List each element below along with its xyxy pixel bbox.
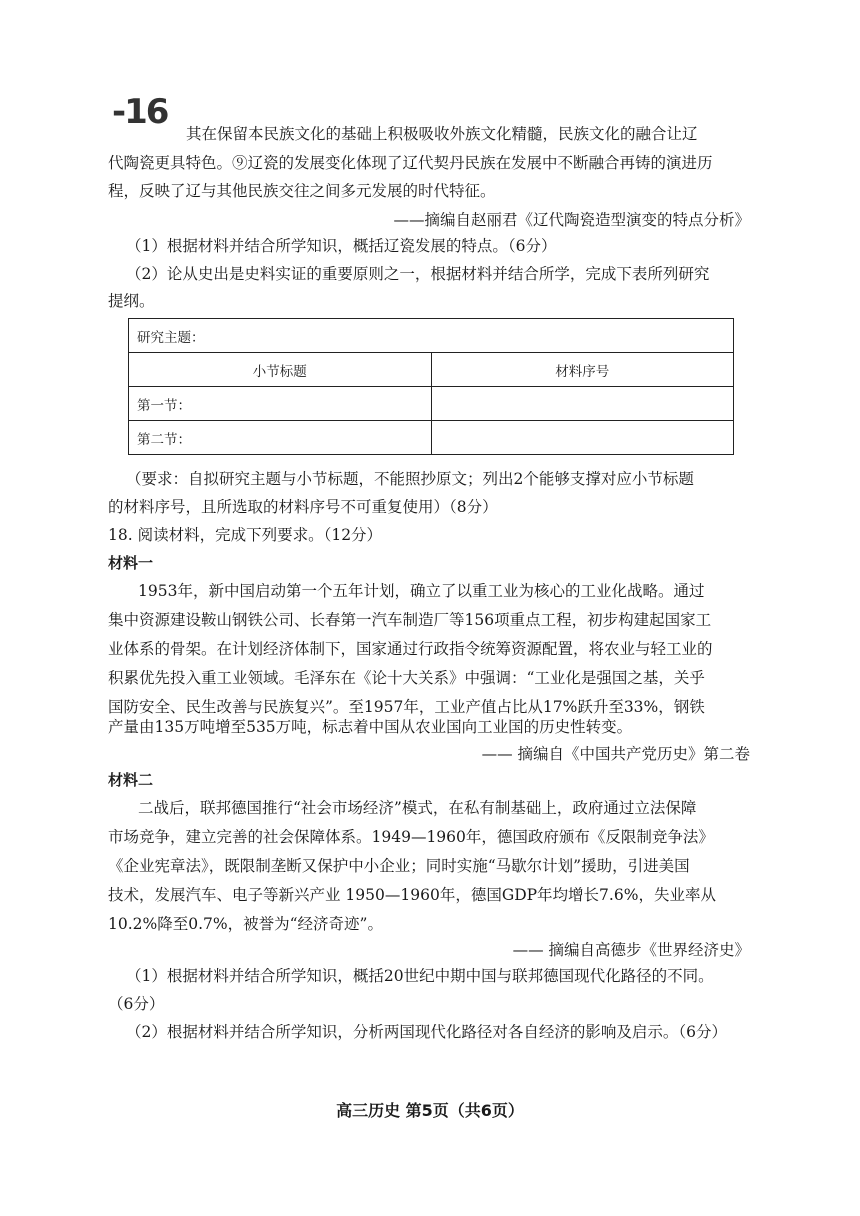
text-line: 代陶瓷更具特色。⑨辽瓷的发展变化体现了辽代契丹民族在发展中不断融合再铸的演进历: [108, 154, 713, 172]
text-line: 《企业宪章法》，既限制垄断又保护中小企业；同时实施“马歇尔计划”援助，引进美国: [108, 857, 690, 875]
table-cell-empty: [431, 421, 734, 455]
handwritten-mark: -16: [112, 92, 168, 132]
text-line: 二战后，联邦德国推行“社会市场经济”模式，在私有制基础上，政府通过立法保障: [138, 799, 697, 817]
question-item: （1）根据材料并结合所学知识，概括辽瓷发展的特点。（6分）: [126, 237, 557, 255]
source-citation: ——摘编自赵丽君《辽代陶瓷造型演变的特点分析》: [393, 211, 750, 229]
question-requirement: 的材料序号，且所选取的材料序号不可重复使用）（8分）: [108, 498, 498, 516]
text-line: 10.2%降至0.7%，被誉为“经济奇迹”。: [108, 915, 383, 933]
text-line: 程，反映了辽与其他民族交往之间多元发展的时代特征。: [108, 182, 496, 200]
page-footer: 高三历史 第5页（共6页）: [336, 1101, 524, 1120]
question-stem: 18. 阅读材料，完成下列要求。（12分）: [108, 526, 383, 544]
text-line: 技术，发展汽车、电子等新兴产业 1950—1960年，德国GDP年均增长7.6%，失业率从: [108, 886, 716, 904]
question-item: （6分）: [108, 995, 165, 1013]
table-header-subtitle: 小节标题: [129, 353, 432, 387]
text-line: 市场竞争，建立完善的社会保障体系。1949—1960年，德国政府颁布《反限制竞争法》: [108, 828, 714, 846]
table-cell-topic: 研究主题：: [129, 319, 734, 353]
table-cell-empty: [431, 387, 734, 421]
source-citation: —— 摘编自高德步《世界经济史》: [512, 941, 750, 959]
text-line: 积累优先投入重工业领域。毛泽东在《论十大关系》中强调：“工业化是强国之基，关乎: [108, 669, 705, 687]
material-heading: 材料二: [108, 771, 154, 789]
question-item: （2）根据材料并结合所学知识，分析两国现代化路径对各自经济的影响及启示。（6分）: [126, 1023, 727, 1041]
question-item: （1）根据材料并结合所学知识，概括20世纪中期中国与联邦德国现代化路径的不同。: [126, 967, 714, 985]
table-row-section-2: 第二节：: [129, 421, 432, 455]
text-line: 集中资源建设鞍山钢铁公司、长春第一汽车制造厂等156项重点工程，初步构建起国家工: [108, 611, 712, 629]
question-item: （2）论从史出是史料实证的重要原则之一，根据材料并结合所学，完成下表所列研究: [126, 265, 710, 283]
table-header-material: 材料序号: [431, 353, 734, 387]
source-citation: —— 摘编自《中国共产党历史》第二卷: [481, 745, 750, 763]
text-line: 1953年，新中国启动第一个五年计划，确立了以重工业为核心的工业化战略。通过: [138, 582, 705, 600]
question-item: 提纲。: [108, 292, 155, 310]
text-line: 业体系的骨架。在计划经济体制下，国家通过行政指令统筹资源配置，将农业与轻工业的: [108, 640, 713, 658]
text-line: 其在保留本民族文化的基础上积极吸收外族文化精髓，民族文化的融合让辽: [186, 125, 698, 143]
table-row-section-1: 第一节：: [129, 387, 432, 421]
text-line: 产量由135万吨增至535万吨，标志着中国从农业国向工业国的历史性转变。: [108, 718, 633, 736]
research-outline-table: [128, 318, 734, 455]
question-requirement: （要求：自拟研究主题与小节标题，不能照抄原文；列出2个能够支撑对应小节标题: [126, 470, 694, 488]
material-heading: 材料一: [108, 554, 154, 572]
text-line: 国防安全、民生改善与民族复兴”。至1957年，工业产值占比从17%跃升至33%，钢铁: [108, 698, 705, 716]
